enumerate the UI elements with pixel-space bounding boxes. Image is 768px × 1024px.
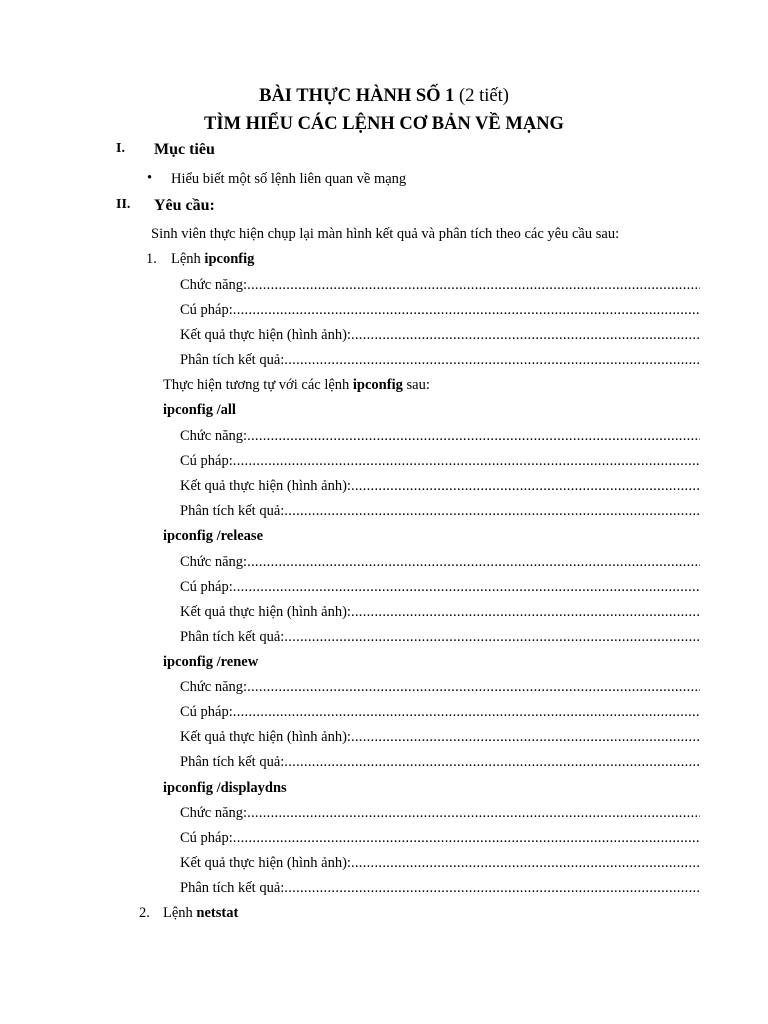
field-function [180, 679, 700, 696]
field-label: Kết quả thực hiện (hình ảnh): [180, 327, 351, 343]
field-result [180, 729, 700, 746]
field-label: Cú pháp: [180, 453, 233, 469]
subcommand-heading: ipconfig /all [163, 402, 236, 418]
title-main: BÀI THỰC HÀNH SỐ 1 [259, 86, 455, 106]
field-label: Cú pháp: [180, 302, 233, 318]
field-analysis [180, 880, 700, 897]
fill-in-blank [284, 629, 700, 646]
fill-in-blank [351, 478, 700, 495]
field-analysis [180, 754, 700, 771]
field-label: Kết quả thực hiện (hình ảnh): [180, 478, 351, 494]
fill-in-blank [233, 704, 700, 721]
field-label: Kết quả thực hiện (hình ảnh): [180, 604, 351, 620]
section-number: II. [116, 197, 131, 212]
list-number: 1. [146, 251, 157, 267]
field-function [180, 805, 700, 822]
field-function [180, 277, 700, 294]
field-syntax [180, 830, 700, 847]
bullet-icon: • [147, 170, 153, 186]
field-syntax [180, 302, 700, 319]
field-result [180, 327, 700, 344]
fill-in-blank [233, 453, 700, 470]
field-label: Phân tích kết quả: [180, 880, 285, 896]
field-label: Cú pháp: [180, 704, 233, 720]
field-label: Chức năng: [180, 277, 248, 293]
field-label: Phân tích kết quả: [180, 503, 285, 519]
subcommand-heading: ipconfig /displaydns [163, 780, 287, 796]
fill-in-blank [247, 428, 700, 445]
field-label: Phân tích kết quả: [180, 754, 285, 770]
title-duration: (2 tiết) [454, 86, 509, 106]
field-syntax [180, 453, 700, 470]
fill-in-blank [247, 679, 700, 696]
field-label: Chức năng: [180, 428, 248, 444]
fill-in-blank [284, 880, 700, 897]
document-subtitle: TÌM HIỂU CÁC LỆNH CƠ BẢN VỀ MẠNG [204, 114, 564, 134]
fill-in-blank [284, 503, 700, 520]
subcommand-heading: ipconfig /renew [163, 654, 259, 670]
field-analysis [180, 352, 700, 369]
field-label: Chức năng: [180, 554, 248, 570]
field-label: Chức năng: [180, 679, 248, 695]
section-number: I. [116, 141, 125, 156]
fill-in-blank [284, 352, 700, 369]
field-function [180, 554, 700, 571]
command-heading [171, 251, 254, 268]
instruction-suffix: sau: [402, 377, 430, 393]
field-syntax [180, 704, 700, 721]
field-result [180, 478, 700, 495]
objective-item: Hiểu biết một số lệnh liên quan về mạng [171, 171, 407, 187]
fill-in-blank [233, 579, 700, 596]
similar-instruction [163, 377, 430, 394]
command-name: ipconfig [352, 377, 403, 393]
fill-in-blank [351, 855, 700, 872]
list-number: 2. [139, 905, 150, 921]
fill-in-blank [233, 830, 700, 847]
fill-in-blank [247, 277, 700, 294]
requirements-intro: Sinh viên thực hiện chụp lại màn hình kết quả và phân tích theo các yêu cầu sau: [151, 226, 620, 242]
field-analysis [180, 503, 700, 520]
field-label: Cú pháp: [180, 579, 233, 595]
field-function [180, 428, 700, 445]
instruction-prefix: Thực hiện tương tự với các lệnh [163, 377, 353, 393]
command-heading [163, 905, 238, 922]
document-title [0, 86, 768, 107]
fill-in-blank [233, 302, 700, 319]
fill-in-blank [284, 754, 700, 771]
field-label: Phân tích kết quả: [180, 629, 285, 645]
field-label: Phân tích kết quả: [180, 352, 285, 368]
field-analysis [180, 629, 700, 646]
section-title: Yêu cầu: [154, 197, 215, 214]
command-prefix: Lệnh [171, 251, 205, 267]
fill-in-blank [247, 554, 700, 571]
field-label: Kết quả thực hiện (hình ảnh): [180, 855, 351, 871]
command-name: ipconfig [204, 251, 255, 267]
fill-in-blank [351, 327, 700, 344]
command-name: netstat [196, 905, 239, 921]
command-prefix: Lệnh [163, 905, 197, 921]
subcommand-heading: ipconfig /release [163, 528, 264, 544]
field-label: Kết quả thực hiện (hình ảnh): [180, 729, 351, 745]
fill-in-blank [351, 729, 700, 746]
fill-in-blank [351, 604, 700, 621]
fill-in-blank [247, 805, 700, 822]
field-syntax [180, 579, 700, 596]
field-result [180, 855, 700, 872]
section-title: Mục tiêu [154, 141, 215, 158]
field-label: Chức năng: [180, 805, 248, 821]
field-result [180, 604, 700, 621]
field-label: Cú pháp: [180, 830, 233, 846]
